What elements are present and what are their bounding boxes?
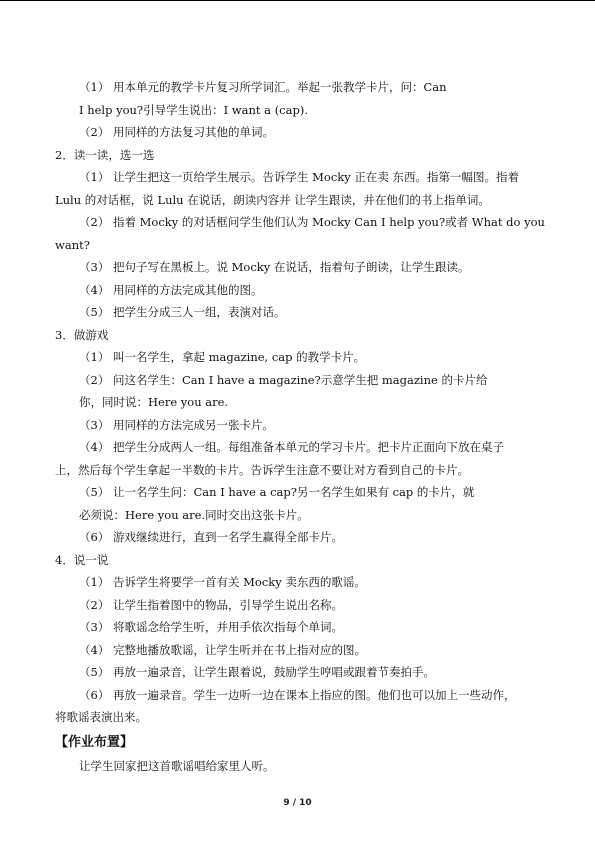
- text-line: （1） 告诉学生将要学一首有关 Mocky 卖东西的歌谣。: [79, 575, 366, 589]
- text-line: 上，然后每个学生拿起一半数的卡片。告诉学生注意不要让对方看到自己的卡片。: [55, 462, 469, 477]
- text-line: 3．做游戏: [55, 327, 109, 342]
- text-line: 必须说：Here you are.同时交出这张卡片。: [79, 507, 309, 522]
- text-line: （1） 让学生把这一页给学生展示。告诉学生 Mocky 正在卖 东西。指第一幅图。指着: [79, 170, 520, 184]
- text-line: （6） 再放一遍录音。学生一边听一边在课本上指应的图。他们也可以加上一些动作，: [79, 687, 516, 702]
- text-line: （3） 把句子写在黑板上。说 Mocky 在说话，指着句子朗读，让学生跟读。: [79, 260, 470, 274]
- text-line: （3） 将歌谣念给学生听，并用手依次指每个单词。: [79, 620, 343, 634]
- text-line: （6） 游戏继续进行，直到一名学生赢得全部卡片。: [79, 530, 343, 544]
- text-line: （2） 用同样的方法复习其他的单词。: [79, 125, 274, 139]
- text-line: （2） 指着 Mocky 的对话框问学生他们认为 Mocky Can I help you?或者 What do you: [79, 215, 545, 229]
- text-line: （5） 再放一遍录音，让学生跟着说，鼓励学生哼唱或跟着节奏拍手。: [79, 665, 435, 679]
- text-line: Lulu 的对话框，说 Lulu 在说话，朗读内容并 让学生跟读，并在他们的书上指单词。: [55, 192, 490, 207]
- text-line: 你，同时说：Here you are.: [79, 395, 229, 409]
- page-number: 9 / 10: [283, 798, 312, 808]
- top-border-line: [0, 0, 595, 1]
- text-line: （5） 把学生分成三人一组，表演对话。: [79, 305, 286, 319]
- text-line: （4） 把学生分成两人一组。每组准备本单元的学习卡片。把卡片正面向下放在桌子: [79, 440, 504, 454]
- text-line: I help you?引导学生说出：I want a (cap).: [79, 102, 308, 117]
- homework-heading: 【作业布置】: [55, 734, 134, 750]
- text-line: want?: [55, 237, 90, 252]
- text-line: （5） 让一名学生问：Can I have a cap?另一名学生如果有 cap 的卡片，就: [79, 485, 475, 499]
- text-line: （3） 用同样的方法完成另一张卡片。: [79, 417, 274, 432]
- lesson-steps: [55, 76, 543, 729]
- text-line: （2） 问这名学生：Can I have a magazine?示意学生把 magazine 的卡片给: [79, 372, 488, 387]
- lesson-body: [55, 76, 543, 777]
- text-line: （1） 叫一名学生，拿起 magazine, cap 的教学卡片。: [79, 350, 366, 364]
- homework-text: 让学生回家把这首歌谣唱给家里人听。: [79, 758, 275, 773]
- text-line: （2） 让学生指着图中的物品，引导学生说出名称。: [79, 597, 343, 612]
- text-line: （4） 完整地播放歌谣，让学生听并在书上指对应的图。: [79, 642, 366, 657]
- text-line: 2．读一读，选一选: [55, 147, 155, 162]
- text-line: （4） 用同样的方法完成其他的图。: [79, 282, 263, 297]
- text-line: 将歌谣表演出来。: [55, 710, 147, 724]
- text-line: （1） 用本单元的教学卡片复习所学词汇。举起一张教学卡片，问：Can: [79, 80, 447, 94]
- text-line: 4．说一说: [55, 552, 109, 567]
